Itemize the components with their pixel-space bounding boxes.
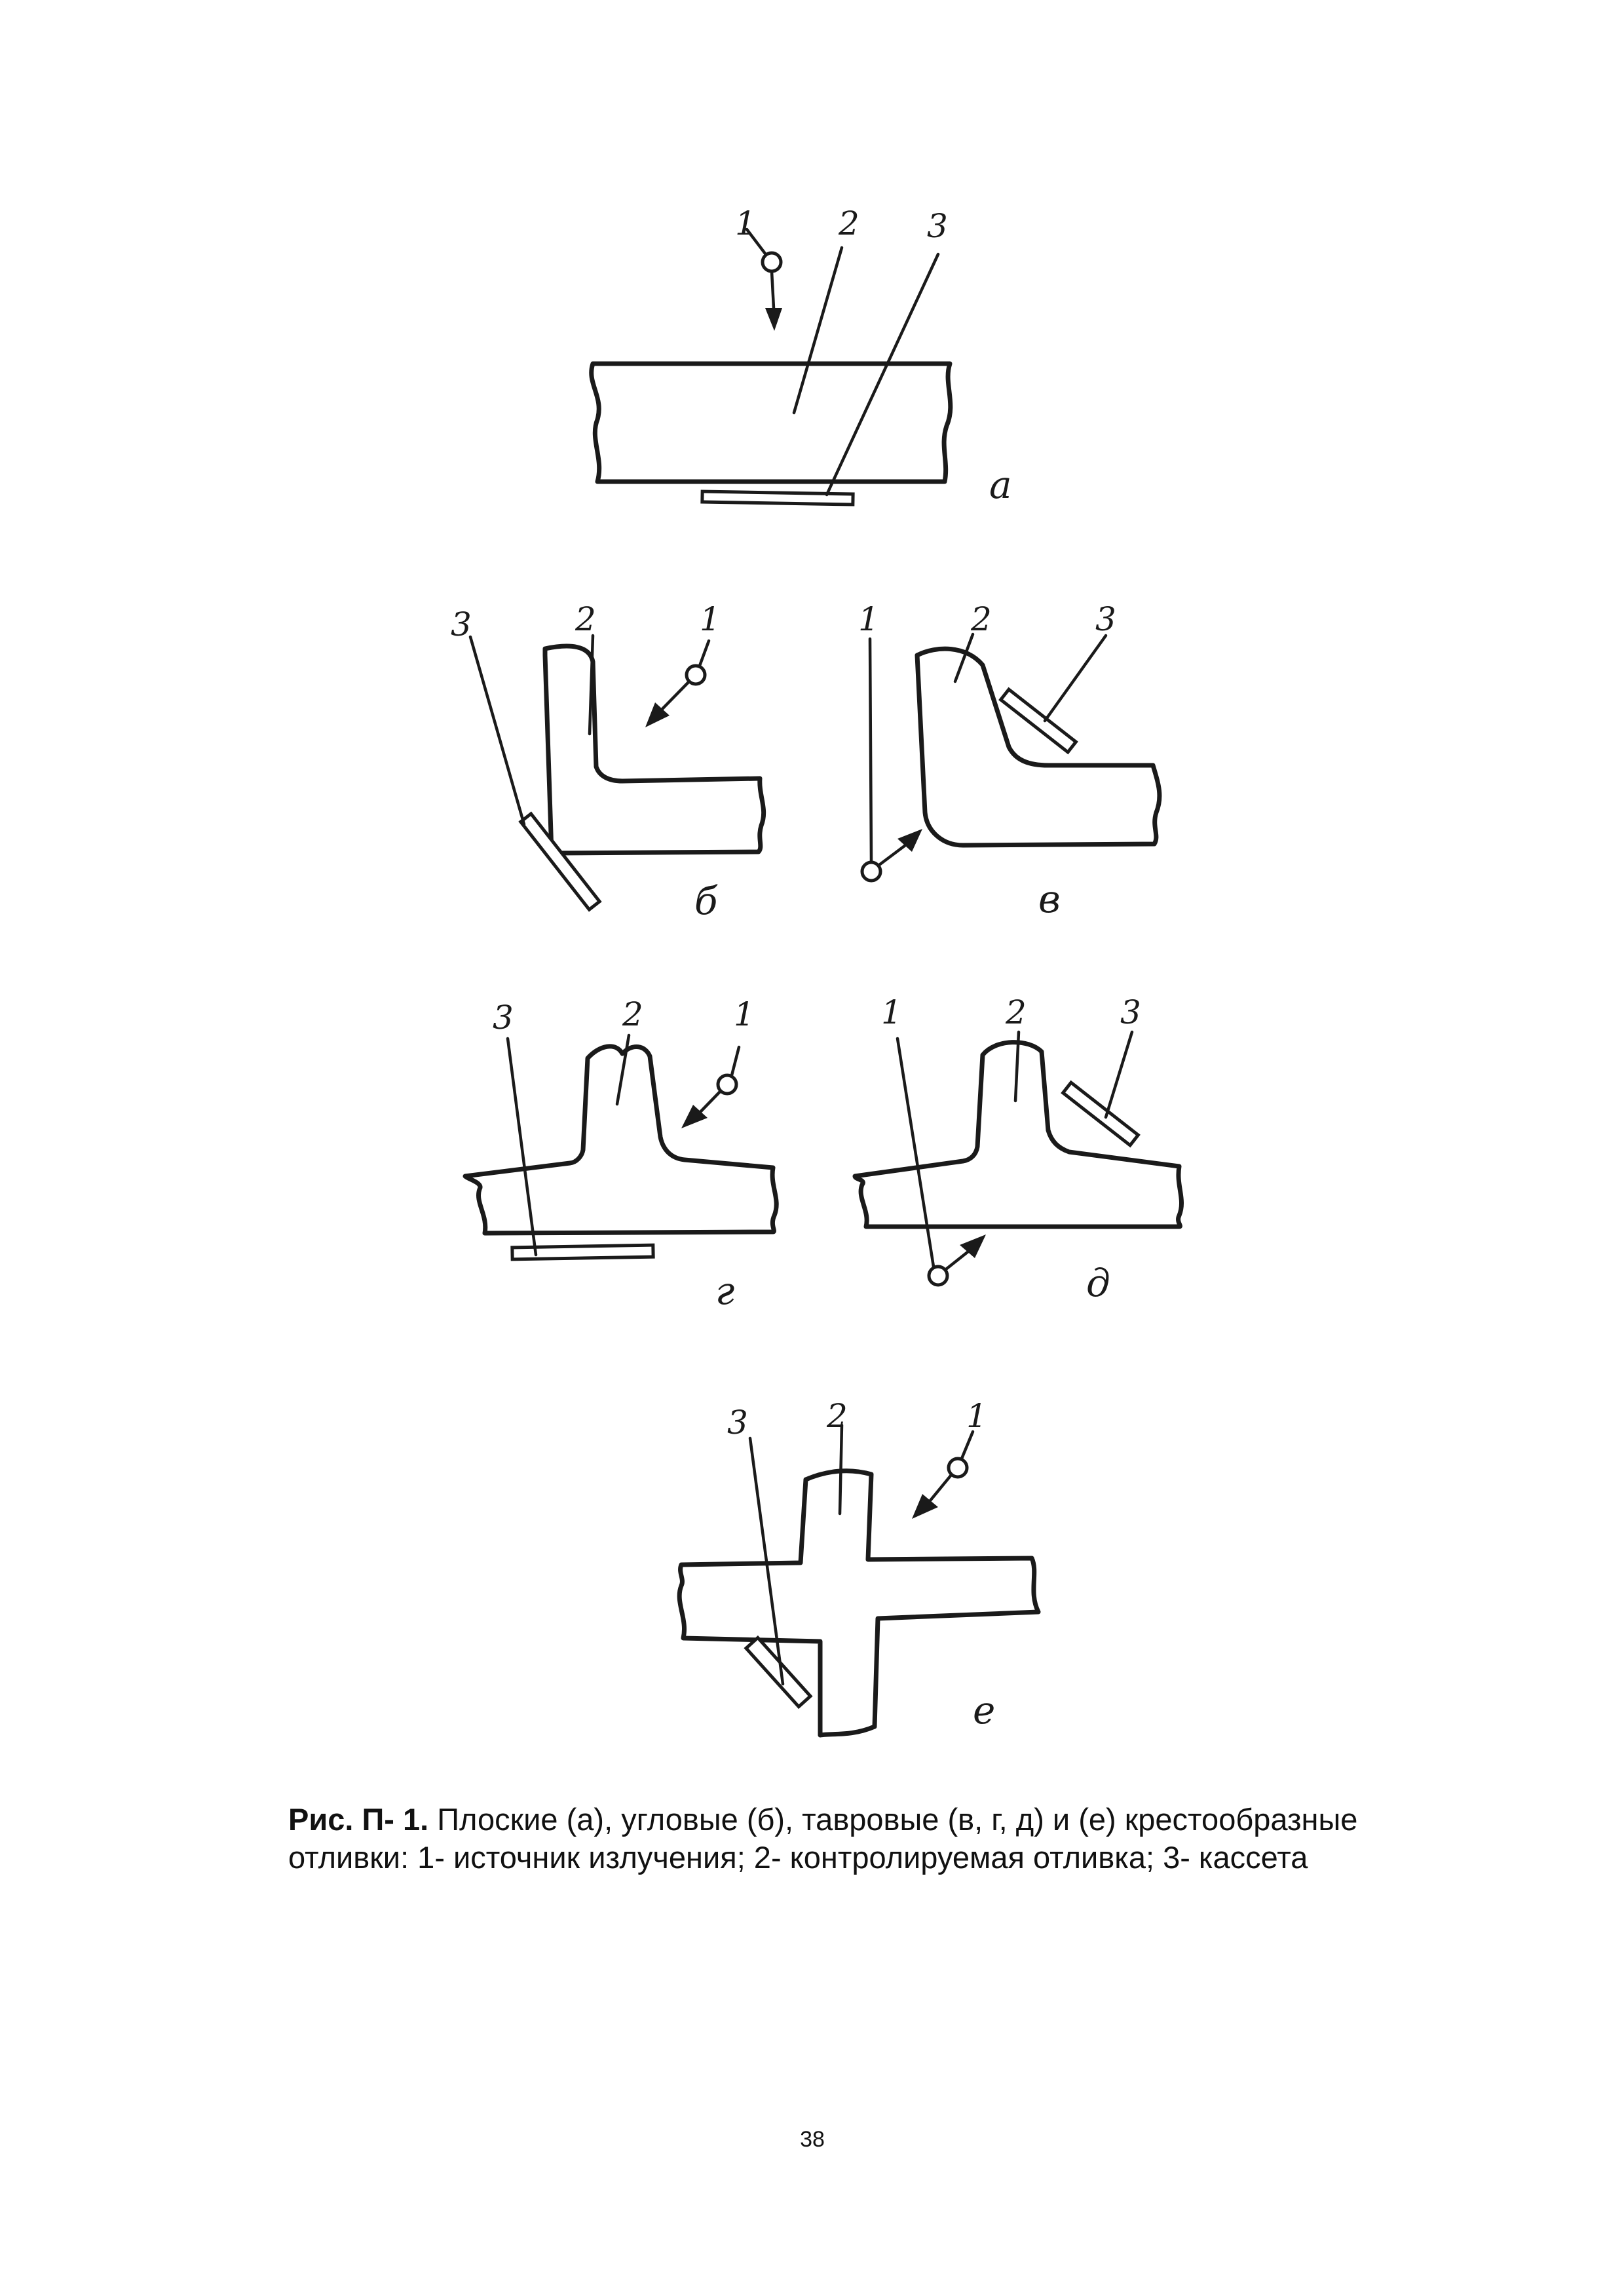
label-2-d: 2 xyxy=(1006,993,1027,1031)
variant-letter-e: е xyxy=(973,1688,996,1732)
variant-letter-b: б xyxy=(694,879,718,923)
figure-g-tee-casting xyxy=(465,995,776,1313)
cassette-a xyxy=(702,491,853,505)
label-1-v: 1 xyxy=(858,600,879,638)
variant-letter-v: в xyxy=(1038,877,1061,921)
label-2-g: 2 xyxy=(622,995,643,1033)
figure-b-angle-casting xyxy=(451,600,764,923)
label-2-e: 2 xyxy=(827,1397,848,1435)
caption-text: Плоские (а), угловые (б), тавровые (в, г, д) и (е) крестообразные отливки: 1- источник излучения; 2- контролируемая отливка; 3- кассета xyxy=(288,1802,1358,1875)
label-1-g: 1 xyxy=(734,995,755,1033)
label-2-a: 2 xyxy=(839,204,859,242)
label-3-a: 3 xyxy=(927,207,948,245)
label-2-v: 2 xyxy=(971,600,992,638)
cassette-b xyxy=(521,814,599,909)
figure-caption xyxy=(288,1801,1363,1877)
figure-a-flat-casting xyxy=(592,204,1012,507)
label-3-b: 3 xyxy=(451,605,472,643)
label-3-e: 3 xyxy=(727,1404,748,1442)
label-1-b: 1 xyxy=(700,600,721,638)
label-2-b: 2 xyxy=(575,600,596,638)
cassette-v xyxy=(1001,689,1076,752)
page-number: 38 xyxy=(800,2127,825,2152)
figure-d-tee-casting xyxy=(855,993,1182,1305)
cassette-g xyxy=(512,1245,653,1259)
label-3-d: 3 xyxy=(1120,993,1141,1031)
label-3-g: 3 xyxy=(493,999,514,1037)
variant-letter-d: д xyxy=(1086,1261,1110,1305)
label-1-a: 1 xyxy=(735,204,756,242)
label-1-e: 1 xyxy=(966,1397,987,1435)
radiation-source-a xyxy=(763,253,781,271)
figure-v-angle-casting xyxy=(858,600,1160,921)
cassette-d xyxy=(1063,1082,1139,1145)
variant-letter-g: г xyxy=(715,1269,735,1313)
label-3-v: 3 xyxy=(1095,600,1116,638)
variant-letter-a: а xyxy=(989,463,1012,507)
label-1-d: 1 xyxy=(881,993,902,1031)
caption-title: Рис. П- 1. xyxy=(288,1802,429,1837)
figure-e-cross-casting xyxy=(679,1397,1038,1735)
